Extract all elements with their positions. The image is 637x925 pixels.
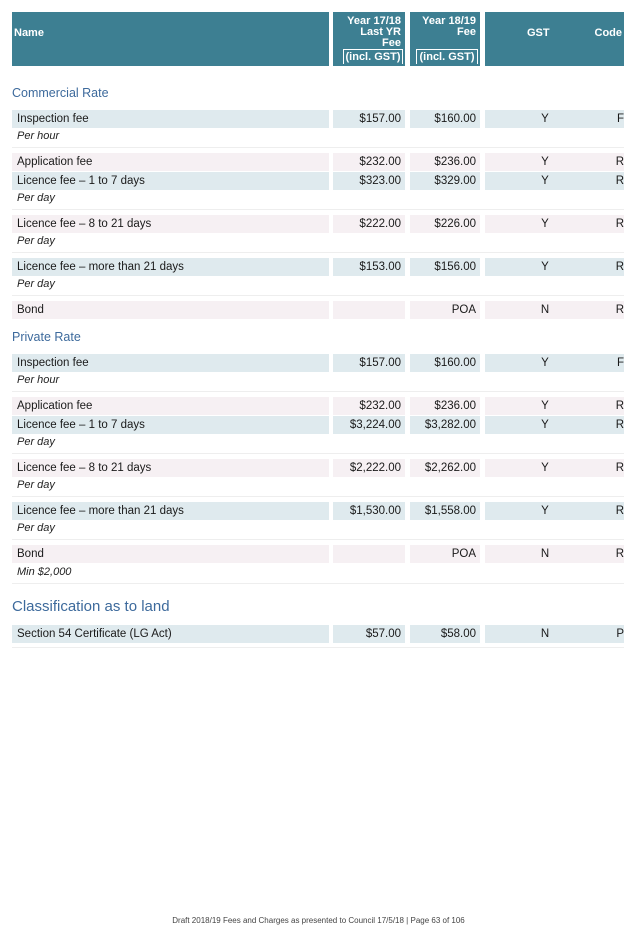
- header-year2-line2: Fee: [457, 26, 476, 38]
- row-fee-18-19: $236.00: [410, 153, 480, 171]
- section-title-private: Private Rate: [12, 330, 81, 344]
- header-year1-line4: (incl. GST): [343, 49, 403, 64]
- table-row: [12, 110, 624, 129]
- header-year2-line3: (incl. GST): [416, 49, 478, 64]
- row-name: Licence fee – 1 to 7 days: [12, 416, 329, 434]
- row-note: Per day: [17, 235, 55, 247]
- row-note: Min $2,000: [17, 566, 72, 578]
- row-fee-17-18: $57.00: [333, 625, 405, 643]
- row-fee-18-19: $160.00: [410, 354, 480, 372]
- table-row: [12, 397, 624, 416]
- row-fee-18-19: $160.00: [410, 110, 480, 128]
- row-divider: [12, 295, 624, 296]
- header-gst: [485, 12, 593, 66]
- row-name: Bond: [12, 545, 329, 563]
- row-fee-17-18: [333, 545, 405, 563]
- row-code: R: [605, 301, 624, 319]
- row-name: Licence fee – more than 21 days: [12, 502, 329, 520]
- row-gst: Y: [485, 215, 605, 233]
- row-code: R: [605, 416, 624, 434]
- row-note: Per day: [17, 522, 55, 534]
- table-row: [12, 172, 624, 191]
- row-gst: Y: [485, 459, 605, 477]
- row-name: Section 54 Certificate (LG Act): [12, 625, 329, 643]
- row-code: R: [605, 215, 624, 233]
- row-divider: [12, 647, 624, 648]
- header-year-17-18: [333, 12, 405, 66]
- row-note: Per hour: [17, 130, 60, 142]
- row-code: R: [605, 397, 624, 415]
- row-divider: [12, 539, 624, 540]
- table-row: [12, 545, 624, 564]
- row-note: Per day: [17, 479, 55, 491]
- row-fee-18-19: $236.00: [410, 397, 480, 415]
- row-note: Per day: [17, 436, 55, 448]
- header-code: [593, 12, 624, 66]
- row-fee-18-19: $58.00: [410, 625, 480, 643]
- header-year1-line3: Fee: [382, 37, 401, 49]
- row-code: R: [605, 459, 624, 477]
- row-fee-17-18: $3,224.00: [333, 416, 405, 434]
- header-year1-line1: Year 17/18: [347, 15, 401, 27]
- row-divider: [12, 583, 624, 584]
- row-gst: N: [485, 301, 605, 319]
- row-name: Bond: [12, 301, 329, 319]
- table-row: [12, 215, 624, 234]
- header-year-18-19: [410, 12, 480, 66]
- row-fee-17-18: $2,222.00: [333, 459, 405, 477]
- row-fee-17-18: [333, 301, 405, 319]
- row-divider: [12, 147, 624, 148]
- header-code-label: Code: [594, 27, 622, 39]
- row-code: R: [605, 502, 624, 520]
- row-divider: [12, 252, 624, 253]
- row-fee-17-18: $157.00: [333, 354, 405, 372]
- table-row: [12, 258, 624, 277]
- row-divider: [12, 391, 624, 392]
- row-fee-18-19: $156.00: [410, 258, 480, 276]
- row-code: R: [605, 153, 624, 171]
- row-note: Per day: [17, 278, 55, 290]
- row-fee-17-18: $153.00: [333, 258, 405, 276]
- row-fee-17-18: $232.00: [333, 153, 405, 171]
- row-note: Per day: [17, 192, 55, 204]
- row-fee-17-18: $1,530.00: [333, 502, 405, 520]
- header-name: [12, 12, 329, 66]
- row-gst: Y: [485, 416, 605, 434]
- header-gst-label: GST: [527, 27, 550, 39]
- row-fee-18-19: $2,262.00: [410, 459, 480, 477]
- section-title-classification: Classification as to land: [12, 598, 170, 615]
- row-name: Licence fee – more than 21 days: [12, 258, 329, 276]
- row-code: R: [605, 545, 624, 563]
- table-row: [12, 625, 624, 644]
- row-name: Inspection fee: [12, 354, 329, 372]
- row-gst: Y: [485, 258, 605, 276]
- table-row: [12, 301, 624, 320]
- row-gst: Y: [485, 110, 605, 128]
- row-gst: Y: [485, 153, 605, 171]
- row-fee-18-19: POA: [410, 545, 480, 563]
- section-title-commercial: Commercial Rate: [12, 86, 109, 100]
- table-row: [12, 459, 624, 478]
- row-gst: Y: [485, 354, 605, 372]
- table-row: [12, 354, 624, 373]
- row-fee-18-19: $1,558.00: [410, 502, 480, 520]
- page-footer: Draft 2018/19 Fees and Charges as presented to Council 17/5/18 | Page 63 of 106: [172, 916, 465, 925]
- row-name: Application fee: [12, 397, 329, 415]
- row-code: P: [605, 625, 624, 643]
- row-fee-18-19: $329.00: [410, 172, 480, 190]
- row-gst: Y: [485, 397, 605, 415]
- table-row: [12, 153, 624, 172]
- header-year1-line2: Last YR: [360, 26, 401, 38]
- row-fee-17-18: $232.00: [333, 397, 405, 415]
- row-fee-18-19: POA: [410, 301, 480, 319]
- row-gst: Y: [485, 502, 605, 520]
- table-row: [12, 502, 624, 521]
- row-fee-18-19: $226.00: [410, 215, 480, 233]
- header-year2-line1: Year 18/19: [422, 15, 476, 27]
- row-code: R: [605, 172, 624, 190]
- row-name: Licence fee – 8 to 21 days: [12, 459, 329, 477]
- row-name: Licence fee – 8 to 21 days: [12, 215, 329, 233]
- row-gst: N: [485, 545, 605, 563]
- row-name: Licence fee – 1 to 7 days: [12, 172, 329, 190]
- row-code: F: [605, 110, 624, 128]
- header-name-label: Name: [14, 27, 44, 39]
- row-divider: [12, 209, 624, 210]
- row-fee-18-19: $3,282.00: [410, 416, 480, 434]
- row-name: Application fee: [12, 153, 329, 171]
- row-fee-17-18: $323.00: [333, 172, 405, 190]
- row-name: Inspection fee: [12, 110, 329, 128]
- row-divider: [12, 453, 624, 454]
- row-fee-17-18: $222.00: [333, 215, 405, 233]
- row-note: Per hour: [17, 374, 60, 386]
- row-code: F: [605, 354, 624, 372]
- row-code: R: [605, 258, 624, 276]
- row-divider: [12, 496, 624, 497]
- row-gst: N: [485, 625, 605, 643]
- row-gst: Y: [485, 172, 605, 190]
- row-fee-17-18: $157.00: [333, 110, 405, 128]
- table-row: [12, 416, 624, 435]
